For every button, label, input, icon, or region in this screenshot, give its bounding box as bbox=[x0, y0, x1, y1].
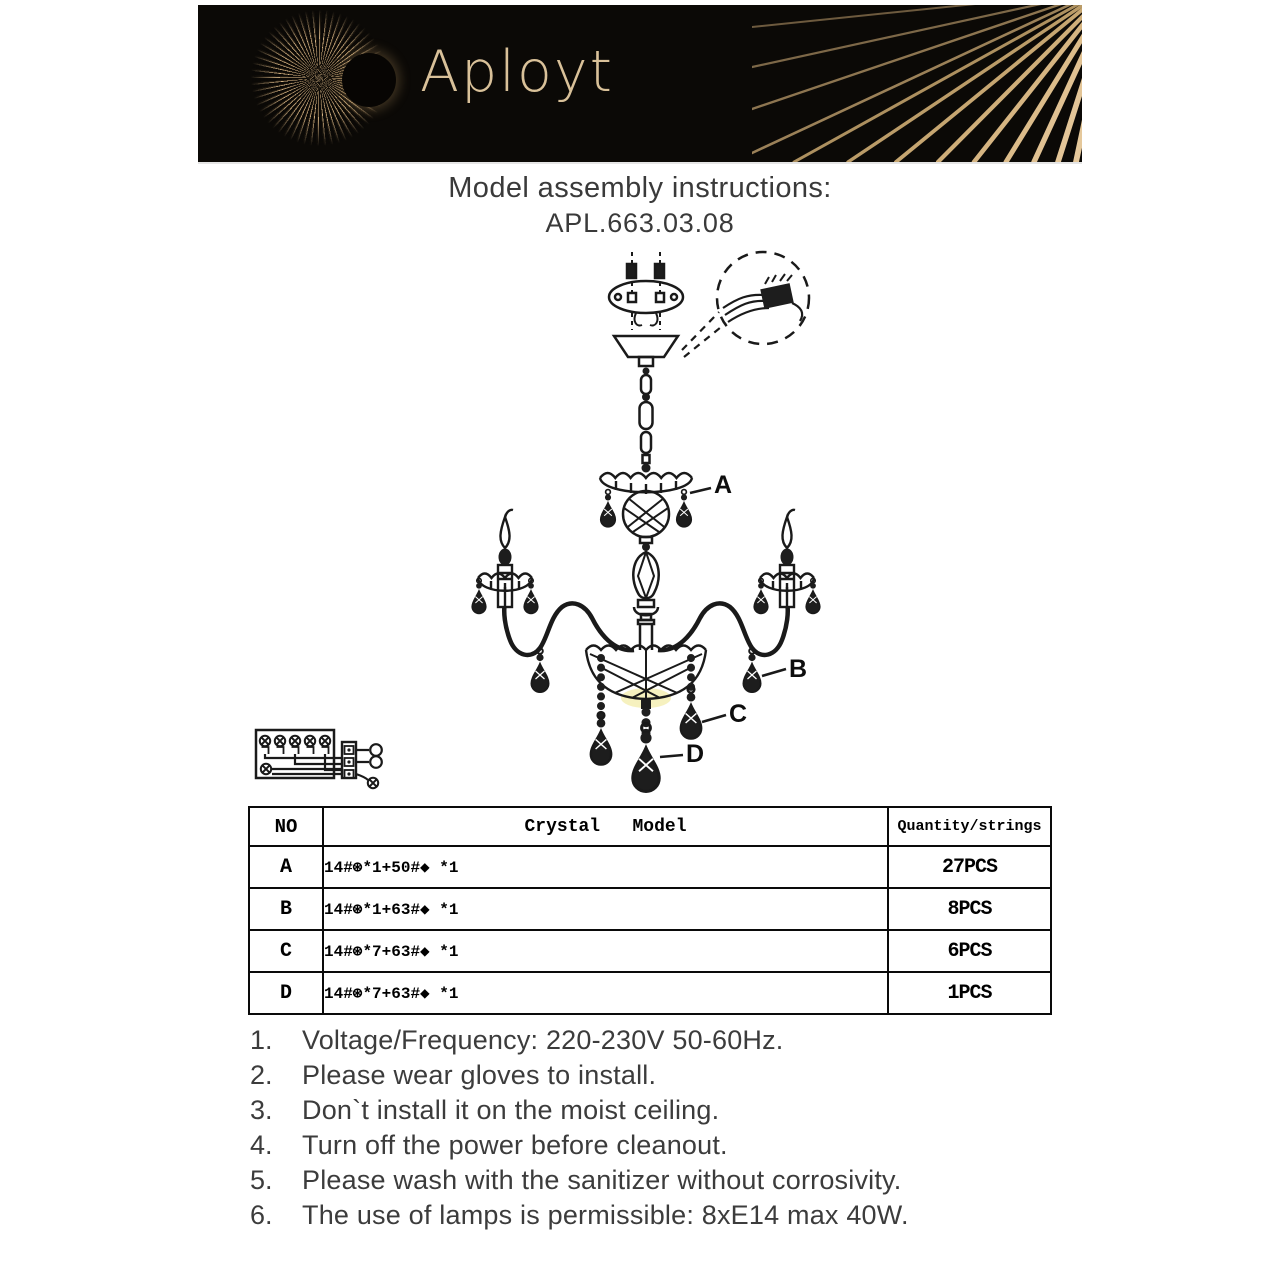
row-no: D bbox=[249, 972, 323, 1014]
list-item bbox=[250, 1058, 1080, 1093]
header-model: Crystal Model bbox=[323, 807, 888, 846]
note-text: Voltage/Frequency: 220-230V 50-60Hz. bbox=[302, 1025, 784, 1055]
part-label-d: D bbox=[686, 740, 705, 768]
table-row bbox=[249, 930, 1051, 972]
wiring-diagram bbox=[256, 730, 382, 788]
row-qty: 6PCS bbox=[888, 930, 1051, 972]
table-row bbox=[249, 972, 1051, 1014]
crystal-parts-table bbox=[248, 806, 1052, 1015]
row-model: 14#⊛*1+50#◆ *1 bbox=[323, 846, 888, 888]
assembly-instructions-title: Model assembly instructions: bbox=[448, 172, 832, 204]
header-no: NO bbox=[249, 807, 323, 846]
note-text: Don`t install it on the moist ceiling. bbox=[302, 1095, 720, 1125]
candle-left bbox=[472, 510, 538, 614]
note-text: The use of lamps is permissible: 8xE14 max 40W. bbox=[302, 1200, 909, 1230]
row-qty: 8PCS bbox=[888, 888, 1051, 930]
header-qty: Quantity/strings bbox=[888, 807, 1051, 846]
part-label-b: B bbox=[789, 655, 808, 683]
center-column bbox=[623, 491, 669, 650]
note-number: 6. bbox=[250, 1200, 273, 1230]
table-row bbox=[249, 888, 1051, 930]
note-text: Turn off the power before cleanout. bbox=[302, 1130, 728, 1160]
part-label-c: C bbox=[729, 700, 748, 728]
list-item bbox=[250, 1023, 1080, 1058]
part-label-a: A bbox=[714, 471, 733, 499]
note-number: 1. bbox=[250, 1025, 273, 1055]
row-qty: 27PCS bbox=[888, 846, 1051, 888]
wire-detail-callout bbox=[682, 252, 809, 357]
safety-notes-list bbox=[250, 1023, 1080, 1233]
note-text: Please wear gloves to install. bbox=[302, 1060, 657, 1090]
list-item bbox=[250, 1093, 1080, 1128]
note-text: Please wash with the sanitizer without corrosivity. bbox=[302, 1165, 902, 1195]
note-number: 2. bbox=[250, 1060, 273, 1090]
row-qty: 1PCS bbox=[888, 972, 1051, 1014]
label-leader-lines bbox=[660, 488, 786, 757]
list-item bbox=[250, 1128, 1080, 1163]
row-model: 14#⊛*7+63#◆ *1 bbox=[323, 972, 888, 1014]
ceiling-mount bbox=[609, 252, 683, 330]
strand-drop-center bbox=[633, 724, 659, 792]
row-no: A bbox=[249, 846, 323, 888]
model-number: APL.663.03.08 bbox=[545, 208, 735, 238]
brand-name: Aployt bbox=[420, 39, 614, 105]
row-model: 14#⊛*7+63#◆ *1 bbox=[323, 930, 888, 972]
note-number: 3. bbox=[250, 1095, 273, 1125]
strand-drop-left bbox=[591, 712, 611, 765]
strand-drop-right bbox=[681, 686, 701, 739]
table-row bbox=[249, 846, 1051, 888]
list-item bbox=[250, 1198, 1080, 1233]
list-item bbox=[250, 1163, 1080, 1198]
row-no: C bbox=[249, 930, 323, 972]
crown-bobeche bbox=[600, 473, 692, 527]
candle-right bbox=[754, 510, 820, 614]
note-number: 5. bbox=[250, 1165, 273, 1195]
row-model: 14#⊛*1+63#◆ *1 bbox=[323, 888, 888, 930]
table-header-row bbox=[249, 807, 1051, 846]
row-no: B bbox=[249, 888, 323, 930]
note-number: 4. bbox=[250, 1130, 273, 1160]
canopy-and-chain bbox=[614, 336, 678, 473]
arms bbox=[504, 602, 788, 655]
